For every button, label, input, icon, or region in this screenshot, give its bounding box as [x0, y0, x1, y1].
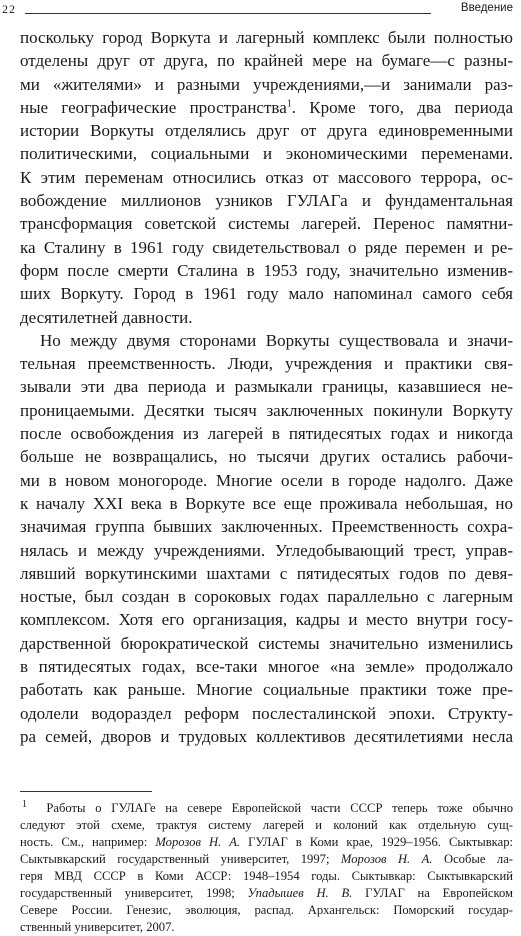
text-line: вобождение миллионов узников ГУЛАГа и фундаментальная	[20, 191, 513, 211]
footnote-marker: 1	[22, 798, 27, 810]
author-name: Упадышев Н. В.	[247, 886, 353, 900]
footnote-line: ственный университет, 2007.	[20, 920, 175, 934]
footnote-line	[20, 800, 513, 817]
text-line	[20, 96, 513, 119]
footnotes	[20, 800, 513, 936]
header-rule	[25, 13, 431, 14]
text-line: Но между двумя сторонами Воркуты существовала и значи-	[40, 330, 513, 350]
footnote-line: Севере России. Генезис, эволюция, распад. Архангельск: Поморский государ-	[20, 903, 513, 917]
text-line: политическими, социальными и экономическими переменами.	[20, 144, 513, 164]
author-name: Морозов Н. А.	[340, 852, 433, 866]
text-span: ГУЛАГ на Европейском	[352, 886, 513, 900]
footnote-line	[20, 885, 513, 902]
text-line: нялась и между учреждениями. Угледобывающий трест, управ-	[20, 540, 513, 560]
section-title: Введение	[460, 2, 513, 14]
text-span: ность. См., например:	[20, 835, 156, 849]
text-line: поскольку город Воркута и лагерный комплекс были полностью	[20, 28, 513, 47]
text-line: ностые, был создан в сороковых годах параллельно с лагерным	[20, 587, 513, 607]
text-line: после освобождения из лагерей в пятидесятых годах и никогда	[20, 424, 513, 444]
text-line: трансформация советской системы лагерей. Перенос памятни-	[20, 214, 513, 234]
text-span: ные географические пространства	[20, 97, 287, 117]
footnote-ref[interactable]: 1	[286, 98, 292, 110]
text-line: ми «жителями» и разными учреждениями,—и занимали раз-	[20, 74, 513, 94]
text-line: больше не возвращались, но тысячи других остались рабочи-	[20, 447, 513, 467]
text-line: зывали эти два периода и размыкали границы, казавшиеся не-	[20, 377, 513, 397]
footnote-line: геря МВД СССР в Коми АССР: 1948–1954 годы. Сыктывкар: Сыктывкарский	[20, 869, 513, 883]
page-header	[0, 2, 521, 18]
footnote-line	[20, 834, 513, 851]
text-line: к началу XXI века в Воркуте все еще проживала небольшая, но	[20, 493, 513, 513]
text-span: государственный университет, 1998;	[20, 886, 248, 900]
text-span: Сыктывкарский государственный университет, 1997;	[20, 852, 341, 866]
text-line: ра семей, дворов и трудовых коллективов десятилетиями несла	[20, 726, 513, 746]
text-line: отделены друг от друга, по крайней мере на бумаге—с разны-	[20, 51, 513, 71]
text-line: К этим переменам относились отказ от массового террора, ос-	[20, 167, 513, 187]
text-line: одолели водораздел реформ послесталинской эпохи. Структу-	[20, 703, 513, 723]
text-line: ми в новом моногороде. Многие осели в городе надолго. Даже	[20, 470, 513, 490]
text-line: истории Воркуты отделялись друг от друга единовременными	[20, 121, 513, 141]
text-line: десятилетней давности.	[20, 307, 193, 327]
text-line: тельная преемственность. Люди, учреждения и практики свя-	[20, 354, 513, 374]
text-line: проницаемыми. Десятки тысяч заключенных покинули Воркуту	[20, 400, 513, 420]
text-line: ших Воркуту. Город в 1961 году мало напоминал самого себя	[20, 284, 513, 304]
page-number: 22	[2, 2, 16, 16]
text-line: комплексом. Хотя его организация, кадры и место внутри госу-	[20, 610, 513, 630]
text-line: работать как раньше. Многие социальные практики тоже пре-	[20, 680, 513, 700]
text-line: ка Сталину в 1961 году свидетельствовал о ряде перемен и ре-	[20, 237, 513, 257]
text-span: . Кроме того, два периода	[291, 97, 513, 117]
author-name: Морозов Н. А.	[155, 835, 241, 849]
footnote-separator	[20, 791, 152, 792]
text-span: ГУЛАГ в Коми крае, 1929–1956. Сыктывкар:	[240, 835, 513, 849]
text-line: форм после смерти Сталина в 1953 году, значительно изменив-	[20, 260, 513, 280]
text-line: значимая группа бывших заключенных. Преемственность сохра-	[20, 517, 513, 537]
footnote-line: следуют этой схеме, трактуя систему лагерей и колоний как отдельную сущ-	[20, 818, 513, 832]
text-span: Особые ла-	[432, 852, 513, 866]
text-line: лявший воркутинскими шахтами с пятидесятых годов по девя-	[20, 563, 513, 583]
body-text	[20, 26, 513, 748]
text-line: дарственной бюрократической системы значительно изменились	[20, 633, 513, 653]
footnote-line	[20, 851, 513, 868]
text-line: в пятидесятых годах, все-таки многое «на земле» продолжало	[20, 657, 513, 677]
text-span: Работы о ГУЛАГе на севере Европейской части СССР теперь тоже обычно	[46, 801, 514, 815]
